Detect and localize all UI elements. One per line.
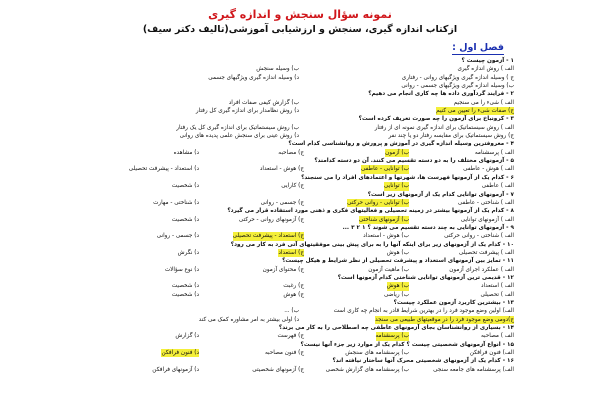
option-text: د) جسمی - روانی: [156, 233, 199, 240]
option-line: [92, 182, 514, 190]
option-line: [92, 149, 514, 157]
option-text: ج) محتوای آزمون: [262, 266, 304, 273]
option-text: ج) کارایی: [281, 183, 304, 190]
line-text: ۱۶ - کدام یک از آزمونهای شخصیتی محرک آنها ساختار نیافته اند؟: [332, 358, 514, 365]
option-line: [92, 291, 514, 299]
option-text: الف ) هوش - عاطفی: [463, 166, 514, 173]
question-line: [92, 90, 514, 98]
question-line: [92, 224, 514, 232]
option-text: الف ) پرسشنامه: [474, 149, 514, 156]
line-text: ۸ - کدام یک از آزمونها بیشتر در زمینه تحصیلی و فعالیتهای فکری و ذهنی مورد استفاده قرار می گیرد؟: [227, 208, 514, 215]
line-text: ۵ - آزمونهای مختلف را به دو دسته تقسیم می کنند. آن دو دسته کدامند؟: [314, 158, 514, 165]
option-line: [92, 332, 514, 340]
line-text: ۱۳ - بیشترین کاربرد آزمون عملکرد چیست؟: [393, 299, 514, 306]
option-line: [92, 107, 514, 115]
option-line: [92, 165, 514, 173]
option-text: ب) روش سیستماتیک برای اندازه گیری کل یک رفتار: [176, 124, 299, 131]
option-line: [92, 199, 514, 207]
question-line: [92, 357, 514, 365]
option-text: الف) فنون فرافکن: [469, 350, 514, 357]
question-line: [92, 299, 514, 307]
question-line: [92, 191, 514, 199]
option-line: [92, 316, 514, 324]
option-text: ب) پرسشنامه های گزارش شخصی: [325, 366, 409, 373]
option-line: [92, 249, 514, 257]
question-line: [92, 274, 514, 282]
option-text: الف ) روش اندازه گیری: [457, 66, 514, 73]
option-text: ج) فنون مصاحبه: [264, 350, 304, 357]
question-line: [92, 324, 514, 332]
question-line: [92, 241, 514, 249]
line-text: ۱۰ - کدام یک از آزمونهای زیر برای اینکه آنها را به برای پیش بینی موفقیتهای آتی فرد به کار می رود؟: [230, 241, 514, 248]
option-text: ج) فهرست: [277, 333, 304, 340]
option-text: الف ) عملکرد اجرای آزمون: [449, 266, 514, 273]
option-text: الف) اولین وضع موجود فرد را در بهترین شرایط قادر به انجام چه کاری است: [333, 308, 514, 315]
option-line: [92, 232, 514, 240]
option-text: الف ) شناختی - عاطفی: [457, 199, 514, 206]
option-text: د) نگرش: [177, 249, 199, 256]
option-line: [92, 307, 514, 315]
question-list: [92, 57, 514, 374]
option-text: الف ) پیشرفت تحصیلی: [458, 249, 514, 256]
option-line: [92, 99, 514, 107]
option-text: ج) استعداد: [278, 249, 304, 256]
option-text: د) وسیله اندازه گیری ویژگیهای جسمی: [208, 74, 299, 81]
option-text: د) نوع سؤالات: [164, 266, 199, 273]
option-text: ب) آزمون: [385, 149, 409, 156]
line-text: ۱ - آزمون چیست ؟: [461, 58, 514, 64]
option-text: ج) جسمی - روانی: [260, 199, 304, 206]
option-text: ب) ...: [284, 308, 299, 315]
option-line: [92, 132, 514, 140]
option-line: [92, 266, 514, 274]
line-text: ۱۲ - قدیمی ترین آزمونهای توانایی شناختی کدام آزمونها است؟: [337, 274, 514, 281]
option-line: [92, 366, 514, 374]
question-line: [92, 115, 514, 123]
option-text: ج) مصاحبه: [278, 149, 304, 156]
question-line: [92, 341, 514, 349]
option-line: [92, 216, 514, 224]
line-text: ۱۱ - تمایز بین آزمونهای استعداد و پیشرفت تحصیلی از نظر شرایط و هیکل چیست؟: [282, 258, 514, 265]
line-text: ۱۵ - انواع آزمونهای شخصیتی چیست ؟ کدام یک از موارد زیر جزء آنها نیست؟: [300, 341, 514, 348]
option-line: [92, 65, 514, 73]
document-title: نمونه سؤال سنجش و اندازه گیری: [208, 8, 392, 21]
option-text: ب) توانایی - روانی حرکتی: [347, 199, 409, 206]
option-text: ج) روش سیستماتیک برای مقایسه رفتار دو یا چند نفر: [388, 133, 514, 140]
option-text: ب) ریاضی: [383, 291, 409, 298]
option-text: ب) هوش: [386, 283, 409, 290]
line-text: ۱۴ - بسیاری از روانشناسان بجای آزمونهای عاطفی چه اصطلاحی را به کار می برند؟: [278, 325, 514, 331]
option-text: ج) هوش: [283, 291, 304, 298]
option-text: الف ) شناختی - روانی حرکتی: [444, 233, 514, 240]
option-text: الف ) مصاحبه: [480, 333, 514, 340]
option-line: [92, 349, 514, 357]
chapter-heading: فصل اول :: [452, 42, 504, 53]
option-text: ج) رغبت: [283, 283, 304, 290]
question-line: [92, 157, 514, 165]
line-text: ۶ - کدام یک از آزمونها فهرست ها، شهرتها و اعتمادهای افراد را می سنجند؟: [301, 174, 514, 181]
option-text: د) گزارش: [175, 333, 199, 340]
option-text: ج) آزمونهای روانی - حرکتی: [238, 216, 304, 223]
option-text: ب) آزمونهای شناختی: [358, 216, 409, 223]
option-text: الف) پرسشنامه های جامعه سنجی: [433, 366, 514, 373]
question-line: [92, 174, 514, 182]
option-text: الف ) تحصیلی: [480, 291, 514, 298]
option-text: د) فنون فرافکن: [161, 350, 199, 357]
option-line: [92, 282, 514, 290]
option-text: الف ) عاطفی: [481, 183, 514, 190]
option-text: ج) هوش - استعداد: [259, 166, 304, 173]
option-text: ج)دومی وضع موجود فرد را در موقعیتهای طبیعی می سنجد: [375, 316, 514, 323]
line-text: ب) وسیله اندازه گیری ویژگیهای جسمی - روانی: [401, 83, 514, 90]
option-text: د) آزمونهای فرافکن: [152, 366, 199, 373]
question-line: [92, 257, 514, 265]
option-text: د) شناختی - مهارت: [153, 199, 199, 206]
document-subtitle: ازکتاب اندازه گیری، سنجش و ارزشیابی آموزشی(تالیف دکتر سیف): [142, 24, 458, 35]
question-line: [92, 57, 514, 65]
option-text: د) مشاهده: [173, 149, 199, 156]
option-text: د) اولی بیشتر به امر مشاوره کمک می کند: [198, 316, 299, 323]
line-text: ۳ - کرونباخ برای آزمون را چه صورت تعریف کرده است؟: [358, 116, 514, 123]
option-text: ب) گزارش کیفی صفات افراد: [228, 99, 299, 106]
line-text: ۹ - آزمونهای توانایی به چند دسته تقسیم می شوند ؟ ۱ ۲ ۳ ...: [342, 224, 514, 231]
line-text: ۲ - فرایند گردآوری داده ها چه کاری انجام می دهیم؟: [368, 91, 514, 98]
option-text: الف ) آزمونهای توانایی: [460, 216, 514, 223]
option-text: ب) توانایی - عاطفی: [360, 166, 409, 173]
option-text: ب) پرسشنامه: [375, 333, 409, 340]
option-text: ب) هوش: [386, 249, 409, 256]
option-line: [92, 82, 514, 90]
option-text: د) شخصیت: [171, 216, 199, 223]
option-text: ج) استعداد - پیشرفت تحصیلی: [232, 233, 304, 240]
option-text: ب) توانایی: [383, 183, 409, 190]
option-text: الف ) روش سیستماتیک برای اندازه گیری نمونه ای از رفتار: [374, 124, 514, 131]
option-text: ب) ماهیت آزمون: [368, 266, 409, 273]
option-text: د) شخصیت: [171, 291, 199, 298]
option-text: ج) آزمونهای شخصیتی: [252, 366, 304, 373]
option-text: ج ) وسیله اندازه گیری ویژگیهای روانی - رفتاری: [401, 74, 514, 81]
option-text: ب) پرسشنامه های سنجش: [345, 350, 409, 357]
option-text: الف ) شیء را می سنجیم: [453, 99, 514, 106]
question-line: [92, 140, 514, 148]
option-text: د) شخصیت: [171, 183, 199, 190]
line-text: ۷ - آزمونهای توانایی کدام یک از آزمونهای زیر است؟: [367, 191, 514, 198]
option-text: د) روش عینی برای سنجش علمی پدیده های روانی: [179, 133, 299, 140]
question-line: [92, 207, 514, 215]
option-text: ب) هوش - استعداد: [363, 233, 409, 240]
option-text: الف ) استعداد: [481, 283, 514, 290]
option-text: د) روش نظامدار برای اندازه گیری کل رفتار: [195, 108, 299, 115]
option-line: [92, 74, 514, 82]
option-text: ج) صفات شیء را تعیین می کنیم: [436, 108, 514, 115]
option-text: د) استعداد - پیشرفت تحصیلی: [128, 166, 199, 173]
line-text: ۴ - معروفترین وسیله اندازه گیری در آموزش و پرورش و روانشناسی کدام است؟: [288, 141, 514, 148]
option-text: د) شخصیت: [171, 283, 199, 290]
option-line: [92, 124, 514, 132]
option-text: ب) وسیله سنجش: [256, 66, 299, 73]
